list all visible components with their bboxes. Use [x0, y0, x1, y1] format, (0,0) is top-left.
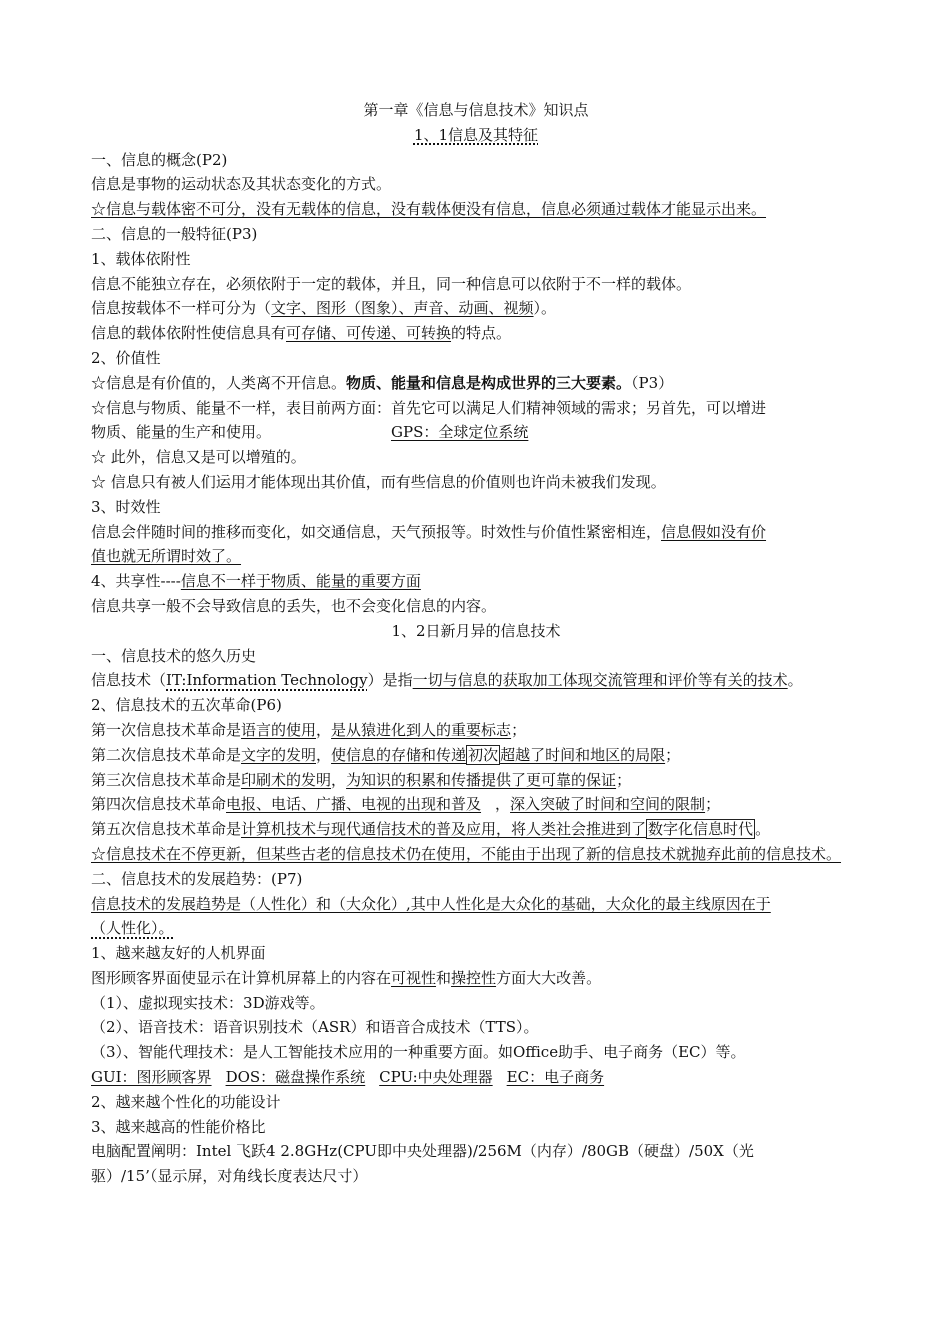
text: 第四次信息技术革命: [91, 795, 227, 814]
paragraph: [91, 668, 861, 693]
text: 第二次信息技术革命是: [91, 745, 242, 764]
text: 印刷术的发明: [241, 770, 332, 789]
text: ，: [331, 770, 347, 789]
paragraph: [91, 817, 861, 842]
text: 信息会伴随时间的推移而变化，如交通信息，天气预报等。时效性与价值性紧密相连，: [91, 522, 662, 541]
paragraph: [91, 743, 861, 768]
text: 信息的载体依附性使信息具有: [91, 324, 287, 343]
text: ，: [495, 795, 511, 814]
text: 使信息的存储和传递: [331, 745, 467, 764]
boxed-text: 初次: [468, 745, 499, 764]
paragraph: 信息技术的发展趋势是（人性化）和（大众化）,其中人性化是大众化的基础，大众化的最主线原因在于: [91, 894, 771, 913]
paragraph: （人性化）。: [91, 919, 174, 938]
heading-it-trends: 二、信息技术的发展趋势：(P7): [91, 869, 303, 888]
list-item: （1）、虚拟现实技术：3D游戏等。: [91, 993, 325, 1012]
text: 为知识的积累和传播提供了更可靠的保证: [346, 770, 617, 789]
text: ；: [616, 770, 632, 789]
paragraph: 电脑配置阐明：Intel 飞跃4 2.8GHz(CPU即中央处理器)/256M（内存）/80GB（硬盘）/50X（光: [91, 1142, 754, 1161]
paragraph: [91, 718, 861, 743]
paragraph: 信息是事物的运动状态及其状态变化的方式。: [91, 175, 392, 194]
list-item: （2）、语音技术：语音识别技术（ASR）和语音合成技术（TTS）。: [91, 1018, 539, 1037]
text: ；: [705, 795, 721, 814]
document-page: [91, 98, 861, 1189]
abbr-gui: GUI：图形顾客界: [91, 1068, 212, 1087]
text: 物质、能量的生产和使用。: [91, 423, 272, 442]
text: 。: [787, 671, 803, 690]
paragraph: [91, 296, 861, 321]
subheading: 2、价值性: [91, 348, 161, 367]
heading-info-features: 二、信息的一般特征(P3): [91, 224, 258, 243]
text: 图形顾客界面使显示在计算机屏幕上的内容在: [91, 968, 392, 987]
text: ）。: [533, 299, 557, 318]
text: 信息技术（: [91, 671, 167, 690]
paragraph: [91, 371, 861, 396]
text: 文字的发明: [241, 745, 317, 764]
subheading: 3、时效性: [91, 497, 161, 516]
subheading: 2、越来越个性化的功能设计: [91, 1092, 281, 1111]
boxed-text: 数字化信息时代: [648, 820, 754, 839]
paragraph: ☆信息技术在不停更新，但某些古老的信息技术仍在使用，不能由于出现了新的信息技术就抛弃此前的信息技术。: [91, 844, 842, 863]
paragraph: ☆信息与物质、能量不一样，表目前两方面：首先它可以满足人们精神领域的需求；另首先，可以增进: [91, 398, 767, 417]
text: 信息不一样于物质、能量的重要方面: [180, 572, 421, 591]
subheading: [91, 569, 861, 594]
paragraph: ☆ 此外，信息又是可以增殖的。: [91, 448, 306, 467]
paragraph: [91, 792, 861, 817]
text: 超越了时间和地区的局限: [500, 745, 666, 764]
abbr-ec: EC：电子商务: [506, 1068, 605, 1087]
paragraph: [91, 321, 861, 346]
text: 。: [755, 820, 771, 839]
section-title-1-2: 1、2日新月异的信息技术: [391, 621, 561, 640]
doc-title: 第一章《信息与信息技术》知识点: [363, 101, 589, 119]
subheading: 3、越来越高的性能价格比: [91, 1117, 266, 1136]
paragraph: 信息共享一般不会导致信息的丢失，也不会变化信息的内容。: [91, 596, 497, 615]
text: 信息假如没有价: [661, 522, 767, 541]
text: ）是指: [367, 671, 413, 690]
text: 和: [436, 968, 452, 987]
paragraph: [91, 520, 861, 545]
text: ，: [316, 745, 332, 764]
text: 信息按载体不一样可分为（: [91, 299, 272, 318]
text: 的特点。: [451, 324, 512, 343]
text: 第五次信息技术革命是: [91, 820, 242, 839]
paragraph: ☆信息与载体密不可分，没有无载体的信息，没有载体便没有信息，信息必须通过载体才能显示出来。: [91, 200, 767, 219]
paragraph: 信息不能独立存在，必须依附于一定的载体，并且，同一种信息可以依附于不一样的载体。: [91, 274, 692, 293]
list-item: （3）、智能代理技术：是人工智能技术应用的一种重要方面。如Office助手、电子商务（EC）等。: [91, 1043, 746, 1062]
text: （P3）: [631, 373, 674, 392]
abbreviations-line: [91, 1065, 861, 1090]
text: 方面大大改善。: [496, 968, 602, 987]
abbr-dos: DOS：磁盘操作系统: [225, 1068, 366, 1087]
text: 文字、图形（图象）、声音、动画、视频: [271, 299, 534, 318]
paragraph: [91, 768, 861, 793]
subheading: 2、信息技术的五次革命(P6): [91, 696, 282, 715]
section-title-1-1: 1、1信息及其特征: [413, 125, 539, 144]
text: 第一次信息技术革命是: [91, 720, 242, 739]
text: 电报、电话、广播、电视的出现和普及: [226, 795, 482, 814]
text: 可存储、可传递、可转换: [286, 324, 452, 343]
text: ，: [316, 720, 332, 739]
text: 深入突破了时间和空间的限制: [510, 795, 706, 814]
heading-info-concept: 一、信息的概念(P2): [91, 150, 228, 169]
text: ；: [665, 745, 681, 764]
text: 一切与信息的获取加工体现交流管理和评价等有关的技术: [412, 671, 788, 690]
paragraph: 驱）/15’（显示屏，对角线长度表达尺寸）: [91, 1167, 368, 1186]
text: 操控性: [451, 968, 497, 987]
text: 是从猿进化到人的重要标志: [331, 720, 512, 739]
text: 4、共享性----: [91, 572, 181, 591]
bold-text: 物质、能量和信息是构成世界的三大要素。: [346, 373, 632, 392]
text: 可视性: [391, 968, 437, 987]
heading-it-history: 一、信息技术的悠久历史: [91, 646, 257, 665]
paragraph: ☆ 信息只有被人们运用才能体现出其价值，而有些信息的价值则也许尚未被我们发现。: [91, 472, 666, 491]
text: GPS：全球定位系统: [391, 423, 529, 442]
text: IT:Information Technology: [166, 671, 368, 690]
paragraph: [91, 420, 861, 445]
text: 第三次信息技术革命是: [91, 770, 242, 789]
text: ；: [511, 720, 527, 739]
paragraph: [91, 966, 861, 991]
text: ☆信息是有价值的，人类离不开信息。: [91, 373, 347, 392]
subheading: 1、越来越友好的人机界面: [91, 944, 266, 963]
text: ，将人类社会推进到了: [496, 820, 647, 839]
abbr-cpu: CPU:中央处理器: [379, 1068, 493, 1087]
text: 计算机技术与现代通信技术的普及应用: [241, 820, 497, 839]
text: 语言的使用: [241, 720, 317, 739]
paragraph: 值也就无所谓时效了。: [91, 547, 242, 566]
subheading: 1、载体依附性: [91, 249, 191, 268]
